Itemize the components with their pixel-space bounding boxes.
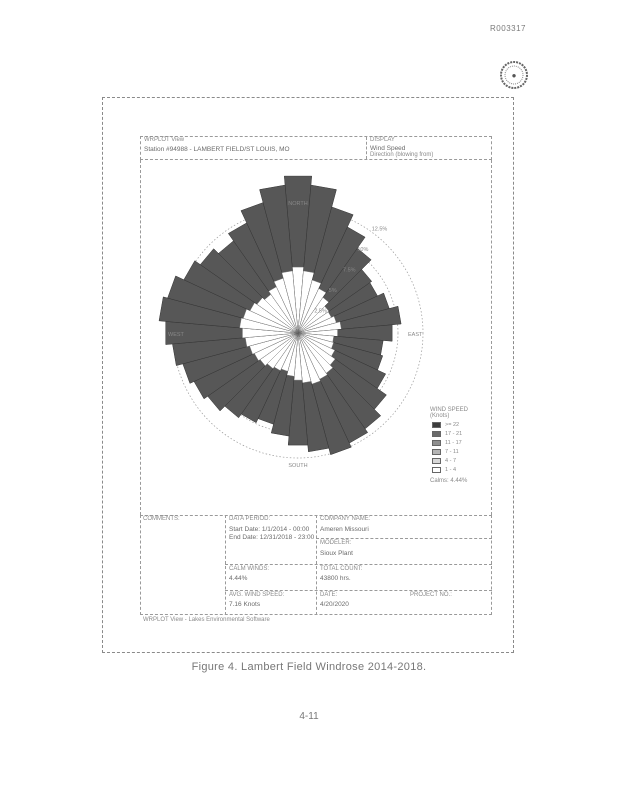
compass-east: EAST — [408, 332, 423, 338]
legend-label: >= 22 — [445, 422, 460, 428]
display-label: DISPLAY — [370, 137, 395, 143]
total-count-label: TOTAL COUNT: — [320, 566, 363, 572]
legend-entry — [430, 449, 468, 458]
data-period-line2: End Date: 12/31/2018 - 23:00 — [229, 534, 315, 541]
ring-label: 5% — [328, 288, 337, 295]
data-period-line1: Start Date: 1/1/2014 - 00:00 — [229, 526, 310, 533]
compass-north: NORTH — [288, 201, 308, 207]
data-period-label: DATA PERIOD: — [229, 516, 271, 522]
windrose-chart — [140, 170, 423, 470]
calm-label: CALM WINDS: — [229, 566, 270, 572]
legend-entry — [430, 431, 468, 440]
legend-swatch — [432, 440, 441, 446]
legend-label: 4 - 7 — [445, 458, 457, 464]
calm-value: 4.44% — [229, 575, 248, 582]
legend-entry — [430, 467, 468, 476]
seal-logo-icon — [499, 60, 529, 90]
ring-label: 12.5% — [371, 226, 388, 233]
legend-swatch — [432, 422, 441, 428]
display-sub: Direction (blowing from) — [370, 152, 434, 158]
legend-swatch — [432, 449, 441, 455]
windrose-legend — [430, 407, 468, 484]
legend-swatch — [432, 458, 441, 464]
ring-label: 2.5% — [314, 308, 327, 315]
station-name: Station #94988 - LAMBERT FIELD/ST LOUIS, MO — [144, 146, 290, 153]
legend-swatch — [432, 431, 441, 437]
comments-label: COMMENTS: — [143, 516, 180, 522]
compass-south: SOUTH — [288, 463, 308, 469]
legend-swatch — [432, 467, 441, 473]
project-no-label: PROJECT NO.: — [410, 592, 452, 598]
legend-label: 1 - 4 — [445, 467, 457, 473]
legend-label: 7 - 11 — [445, 449, 459, 455]
company-value: Ameren Missouri — [320, 526, 369, 533]
legend-title: WIND SPEED — [430, 407, 469, 413]
modeler-value: Sioux Plant — [320, 550, 353, 557]
legend-entry — [430, 440, 468, 449]
company-label: COMPANY NAME: — [320, 516, 371, 522]
avg-speed-value: 7.16 Knots — [229, 601, 261, 608]
legend-entry — [430, 458, 468, 467]
windrose-title-label: WRPLOT View — [144, 137, 185, 143]
display-value: Wind Speed — [370, 145, 406, 152]
ring-label: 7.5% — [343, 267, 356, 274]
date-label: DATE: — [320, 592, 338, 598]
modeler-label: MODELER: — [320, 540, 352, 546]
date-value: 4/20/2020 — [320, 601, 349, 608]
ring-label: 10% — [357, 247, 369, 254]
figure-caption: Figure 4. Lambert Field Windrose 2014-2018. — [191, 661, 427, 673]
legend-unit: (Knots) — [430, 413, 450, 419]
legend-label: 17 - 21 — [445, 431, 463, 437]
legend-entry — [430, 422, 468, 431]
table-footer: WRPLOT View - Lakes Environmental Software — [143, 617, 270, 623]
svg-text:●: ● — [511, 71, 517, 80]
total-count-value: 43800 hrs. — [320, 575, 351, 582]
document-id: R003317 — [490, 24, 526, 33]
avg-speed-label: AVG. WIND SPEED: — [229, 592, 285, 598]
legend-calms: Calms: 4.44% — [430, 478, 468, 484]
legend-label: 11 - 17 — [445, 440, 462, 446]
page-number: 4-11 — [299, 711, 319, 722]
compass-west: WEST — [168, 332, 184, 338]
